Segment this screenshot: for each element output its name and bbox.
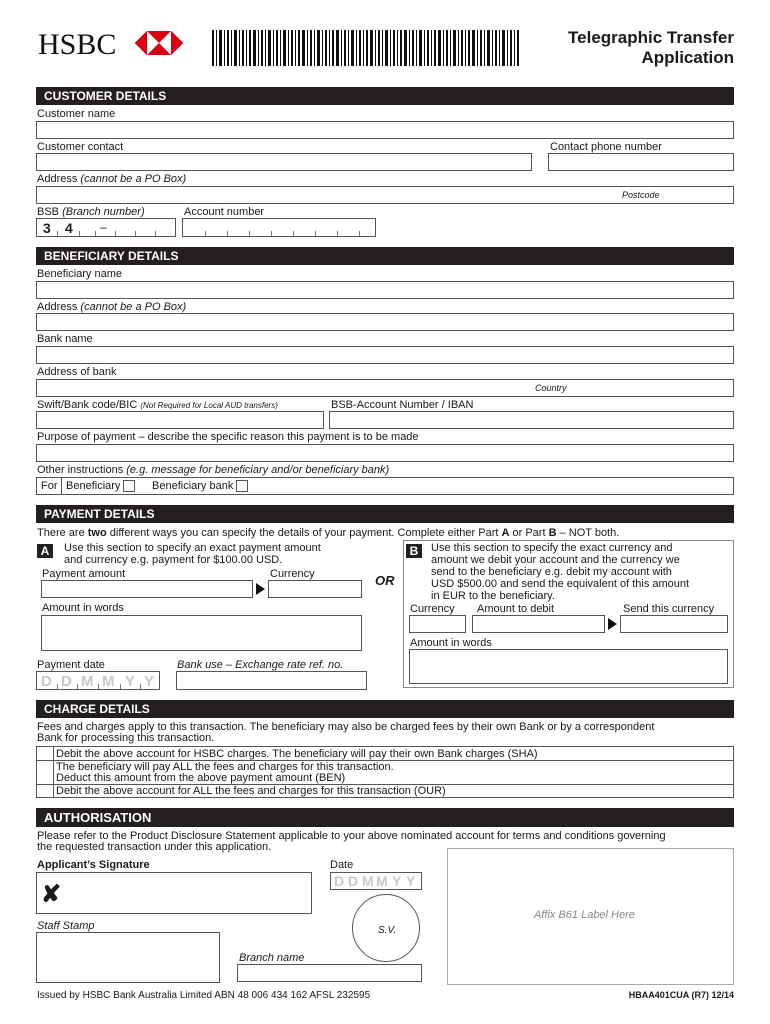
swift-field[interactable] <box>36 411 324 429</box>
form-title <box>568 28 734 68</box>
swift-label <box>37 399 278 411</box>
part-b-line1: Use this section to specify the exact currency and <box>431 542 673 554</box>
or-label: OR <box>375 573 395 588</box>
part-b-words-field[interactable] <box>409 649 728 684</box>
bsb-dash: – <box>100 220 107 234</box>
part-b-line2: amount we debit your account and the currency we <box>431 554 680 566</box>
charge-options <box>36 746 734 798</box>
customer-contact-label: Customer contact <box>37 141 124 153</box>
bsb-label-note: (Branch number) <box>62 206 145 218</box>
customer-name-field[interactable] <box>36 121 734 139</box>
date-char: D <box>348 873 359 889</box>
contact-phone-label: Contact phone number <box>550 141 662 153</box>
sv-label: S.V. <box>378 925 397 936</box>
part-b-words-label: Amount in words <box>410 637 492 649</box>
payment-details-header: PAYMENT DETAILS <box>36 505 734 523</box>
part-b-line4: USD $500.00 and send the equivalent of this amount <box>431 578 690 590</box>
bsb-label <box>37 206 145 218</box>
customer-postcode-label: Postcode <box>622 190 660 200</box>
charge-option-sha[interactable]: Debit the above account for HSBC charges. The beneficiary will pay their own Bank charges (SHA) <box>56 748 538 760</box>
branch-name-label: Branch name <box>239 952 305 964</box>
for-beneficiary-checkbox[interactable] <box>123 480 135 492</box>
authorisation-intro-line2: the requested transaction under this application. <box>37 841 272 853</box>
part-b-currency-field[interactable] <box>409 615 466 633</box>
date-char: D <box>334 873 345 889</box>
date-char: Y <box>144 673 155 690</box>
charge-option-ben-line1[interactable]: The beneficiary will pay ALL the fees and charges for this transaction. <box>56 761 394 773</box>
payment-date-label: Payment date <box>37 659 105 671</box>
bank-name-label: Bank name <box>37 333 93 345</box>
applicant-signature-label: Applicant’s Signature <box>37 859 150 871</box>
date-char: D <box>61 673 72 690</box>
customer-name-label: Customer name <box>37 108 116 120</box>
other-instructions-field[interactable] <box>36 477 734 495</box>
customer-details-header: CUSTOMER DETAILS <box>36 87 734 105</box>
authorisation-intro-line1: Please refer to the Product Disclosure Statement applicable to your above nominated account for terms and conditions governing <box>37 830 666 842</box>
part-b-badge <box>406 542 422 560</box>
part-a-line2: and currency e.g. payment for $100.00 USD. <box>64 554 283 566</box>
sv-stamp-circle <box>352 894 420 962</box>
form-title-line1: Telegraphic Transfer <box>568 28 734 47</box>
charges-intro-line1: Fees and charges apply to this transaction. The beneficiary may also be charged fees by their own Bank or by a correspondent <box>37 721 655 733</box>
date-char: Y <box>392 873 402 889</box>
bank-use-label: Bank use – Exchange rate ref. no. <box>177 659 344 671</box>
part-a-words-label: Amount in words <box>42 602 124 614</box>
other-instructions-note: (e.g. message for beneficiary and/or beneficiary bank) <box>126 464 390 476</box>
charge-option-ben-line2[interactable]: Deduct this amount from the above payment amount (BEN) <box>56 772 346 784</box>
date-char: M <box>376 873 388 889</box>
bank-address-label: Address of bank <box>37 366 117 378</box>
customer-address-note: (cannot be a PO Box) <box>80 173 187 185</box>
branch-name-field[interactable] <box>237 964 422 982</box>
hsbc-logo <box>38 28 188 60</box>
part-a-words-field[interactable] <box>41 615 362 651</box>
sign-here-icon: ✘ <box>41 881 62 908</box>
beneficiary-name-label: Beneficiary name <box>37 268 122 280</box>
swift-label-text: Swift/Bank code/BIC <box>37 399 138 411</box>
for-beneficiary-option[interactable] <box>66 480 135 492</box>
part-b-badge-text: B <box>406 544 422 558</box>
payment-amount-field[interactable] <box>41 580 253 598</box>
authorisation-header: AUTHORISATION <box>36 808 734 827</box>
barcode-icon <box>212 30 522 66</box>
beneficiary-details-header: BENEFICIARY DETAILS <box>36 247 734 265</box>
affix-label-area <box>447 848 734 985</box>
barcode <box>212 30 522 66</box>
applicant-signature-field[interactable] <box>36 872 312 914</box>
customer-address-label-text: Address <box>37 173 78 185</box>
for-bank-checkbox[interactable] <box>236 480 248 492</box>
arrow-right-icon <box>256 583 265 595</box>
hexagon-logo-icon <box>135 31 183 55</box>
other-instructions-label <box>37 464 389 476</box>
payment-intro-a: A <box>501 527 510 539</box>
date-char: M <box>362 873 374 889</box>
part-b-line5: in EUR to the beneficiary. <box>431 590 555 602</box>
staff-stamp-field[interactable] <box>36 932 220 983</box>
footer-form-code: HBAA401CUA (R7) 12/14 <box>628 990 734 1000</box>
date-char: Y <box>406 873 416 889</box>
payment-amount-label: Payment amount <box>42 568 126 580</box>
authorisation-date-field[interactable] <box>330 872 422 890</box>
date-char: M <box>81 673 94 690</box>
beneficiary-address-label-text: Address <box>37 301 78 313</box>
part-b-line3: send to the beneficiary e.g. debit my account with <box>431 566 672 578</box>
bank-address-field[interactable] <box>36 379 734 397</box>
contact-phone-field[interactable] <box>548 153 734 171</box>
for-beneficiary-label: Beneficiary <box>66 480 121 492</box>
account-number-field[interactable] <box>182 218 376 237</box>
purpose-field[interactable] <box>36 444 734 462</box>
iban-label: BSB-Account Number / IBAN <box>331 399 474 411</box>
charge-option-our[interactable]: Debit the above account for ALL the fees and charges for this transaction (OUR) <box>56 785 446 797</box>
beneficiary-name-field[interactable] <box>36 281 734 299</box>
payment-intro-end: – NOT both. <box>556 527 620 539</box>
charge-details-header: CHARGE DETAILS <box>36 700 734 718</box>
form-title-line2: Application <box>641 48 734 67</box>
bsb-field[interactable] <box>36 218 176 237</box>
part-b-currency-label: Currency <box>410 603 455 615</box>
part-b-debit-field[interactable] <box>472 615 605 633</box>
bsb-digit-2: 4 <box>65 220 73 236</box>
bank-use-field[interactable] <box>176 671 367 690</box>
footer-issued-by: Issued by HSBC Bank Australia Limited ABN 48 006 434 162 AFSL 232595 <box>37 990 371 1001</box>
authorisation-date-label: Date <box>330 859 354 871</box>
part-a-badge <box>37 542 53 560</box>
part-a-badge-text: A <box>37 544 53 558</box>
other-instructions-label-text: Other instructions <box>37 464 124 476</box>
payment-date-field[interactable] <box>36 671 160 690</box>
customer-address-label <box>37 173 186 185</box>
bsb-label-text: BSB <box>37 206 60 218</box>
payment-intro <box>37 527 619 539</box>
part-b-send-field[interactable] <box>620 615 728 633</box>
part-b-debit-label: Amount to debit <box>477 603 555 615</box>
currency-field[interactable] <box>268 580 362 598</box>
date-char: M <box>102 673 115 690</box>
beneficiary-address-note: (cannot be a PO Box) <box>80 301 187 313</box>
currency-label: Currency <box>270 568 315 580</box>
date-char: Y <box>125 673 136 690</box>
for-bank-label: Beneficiary bank <box>152 480 234 492</box>
beneficiary-address-label <box>37 301 186 313</box>
part-a-line1: Use this section to specify an exact payment amount <box>64 542 321 554</box>
payment-intro-or: or Part <box>509 527 549 539</box>
affix-label-text: Affix B61 Label Here <box>534 909 635 921</box>
purpose-label: Purpose of payment – describe the specific reason this payment is to be made <box>37 431 419 443</box>
staff-stamp-label: Staff Stamp <box>37 920 95 932</box>
payment-intro-b: B <box>548 527 557 539</box>
payment-intro-mid: different ways you can specify the details of your payment. Complete either Part <box>106 527 502 539</box>
account-number-label: Account number <box>184 206 265 218</box>
payment-intro-two: two <box>87 527 107 539</box>
date-char: D <box>41 673 52 690</box>
iban-field[interactable] <box>329 411 734 429</box>
charges-intro-line2: Bank for processing this transaction. <box>37 732 215 744</box>
beneficiary-address-field[interactable] <box>36 313 734 331</box>
bsb-digit-1: 3 <box>43 220 51 236</box>
for-bank-option[interactable] <box>152 480 248 492</box>
customer-contact-field[interactable] <box>36 153 532 171</box>
payment-intro-pre: There are <box>37 527 88 539</box>
bank-name-field[interactable] <box>36 346 734 364</box>
logo-wordmark: HSBC <box>38 28 117 61</box>
bank-country-label: Country <box>535 383 567 393</box>
swift-label-note: (Not Required for Local AUD transfers) <box>140 401 278 410</box>
arrow-right-icon <box>608 618 617 630</box>
part-b-send-label: Send this currency <box>623 603 715 615</box>
for-label: For <box>41 480 58 492</box>
